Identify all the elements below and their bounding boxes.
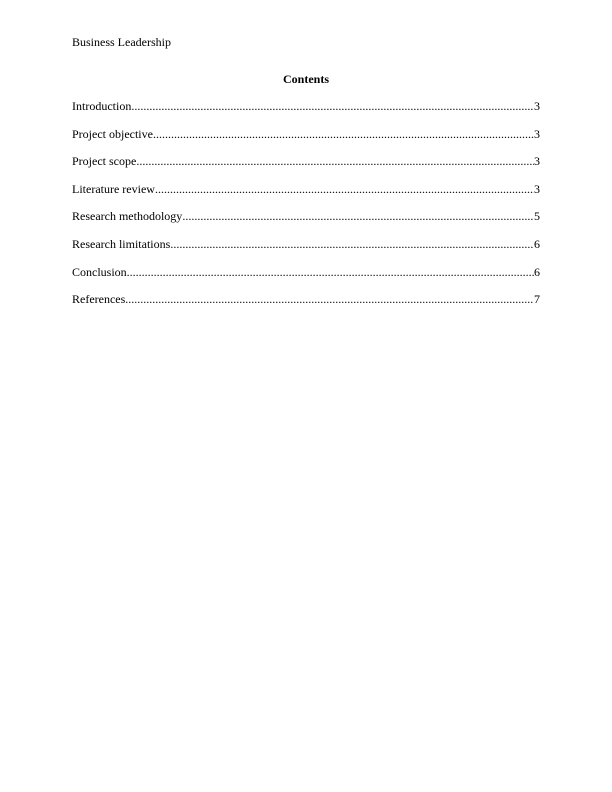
toc-entry-label: Introduction — [72, 99, 132, 113]
toc-entry-references[interactable] — [72, 292, 540, 320]
toc-entry-label: References — [72, 292, 126, 307]
toc-page-number: 3 — [534, 181, 540, 196]
toc-entry-introduction[interactable] — [72, 99, 540, 127]
toc-entry-label: Project scope — [72, 154, 137, 169]
toc-dot-leader — [153, 127, 534, 141]
toc-entry-research-limitations[interactable] — [72, 237, 540, 265]
toc-dot-leader — [127, 265, 534, 279]
toc-dot-leader — [155, 182, 534, 196]
toc-entry-literature-review[interactable] — [72, 182, 540, 210]
toc-dot-leader — [136, 154, 534, 168]
toc-entry-project-objective[interactable] — [72, 127, 540, 155]
toc-entry-label: Conclusion — [72, 264, 127, 279]
toc-page-number: 6 — [534, 264, 540, 279]
toc-dot-leader — [125, 292, 534, 306]
running-header: Business Leadership — [72, 35, 171, 49]
toc-page-number: 3 — [534, 99, 540, 113]
toc-page-number: 5 — [534, 209, 540, 224]
toc-entry-project-scope[interactable] — [72, 154, 540, 182]
toc-page-number: 3 — [534, 154, 540, 169]
toc-dot-leader — [131, 99, 534, 113]
toc-title: Contents — [282, 72, 329, 86]
toc-entry-label: Literature review — [72, 181, 155, 196]
toc-page-number: 6 — [534, 236, 540, 251]
toc-entry-label: Research limitations — [72, 236, 171, 251]
toc-page-number: 7 — [534, 292, 540, 307]
toc-dot-leader — [182, 209, 534, 223]
toc-entry-research-methodology[interactable] — [72, 209, 540, 237]
toc-page-number: 3 — [534, 126, 540, 141]
table-of-contents — [72, 99, 540, 320]
toc-dot-leader — [170, 237, 534, 251]
toc-entry-label: Research methodology — [72, 209, 183, 224]
toc-entry-conclusion[interactable] — [72, 265, 540, 293]
toc-entry-label: Project objective — [72, 126, 153, 141]
